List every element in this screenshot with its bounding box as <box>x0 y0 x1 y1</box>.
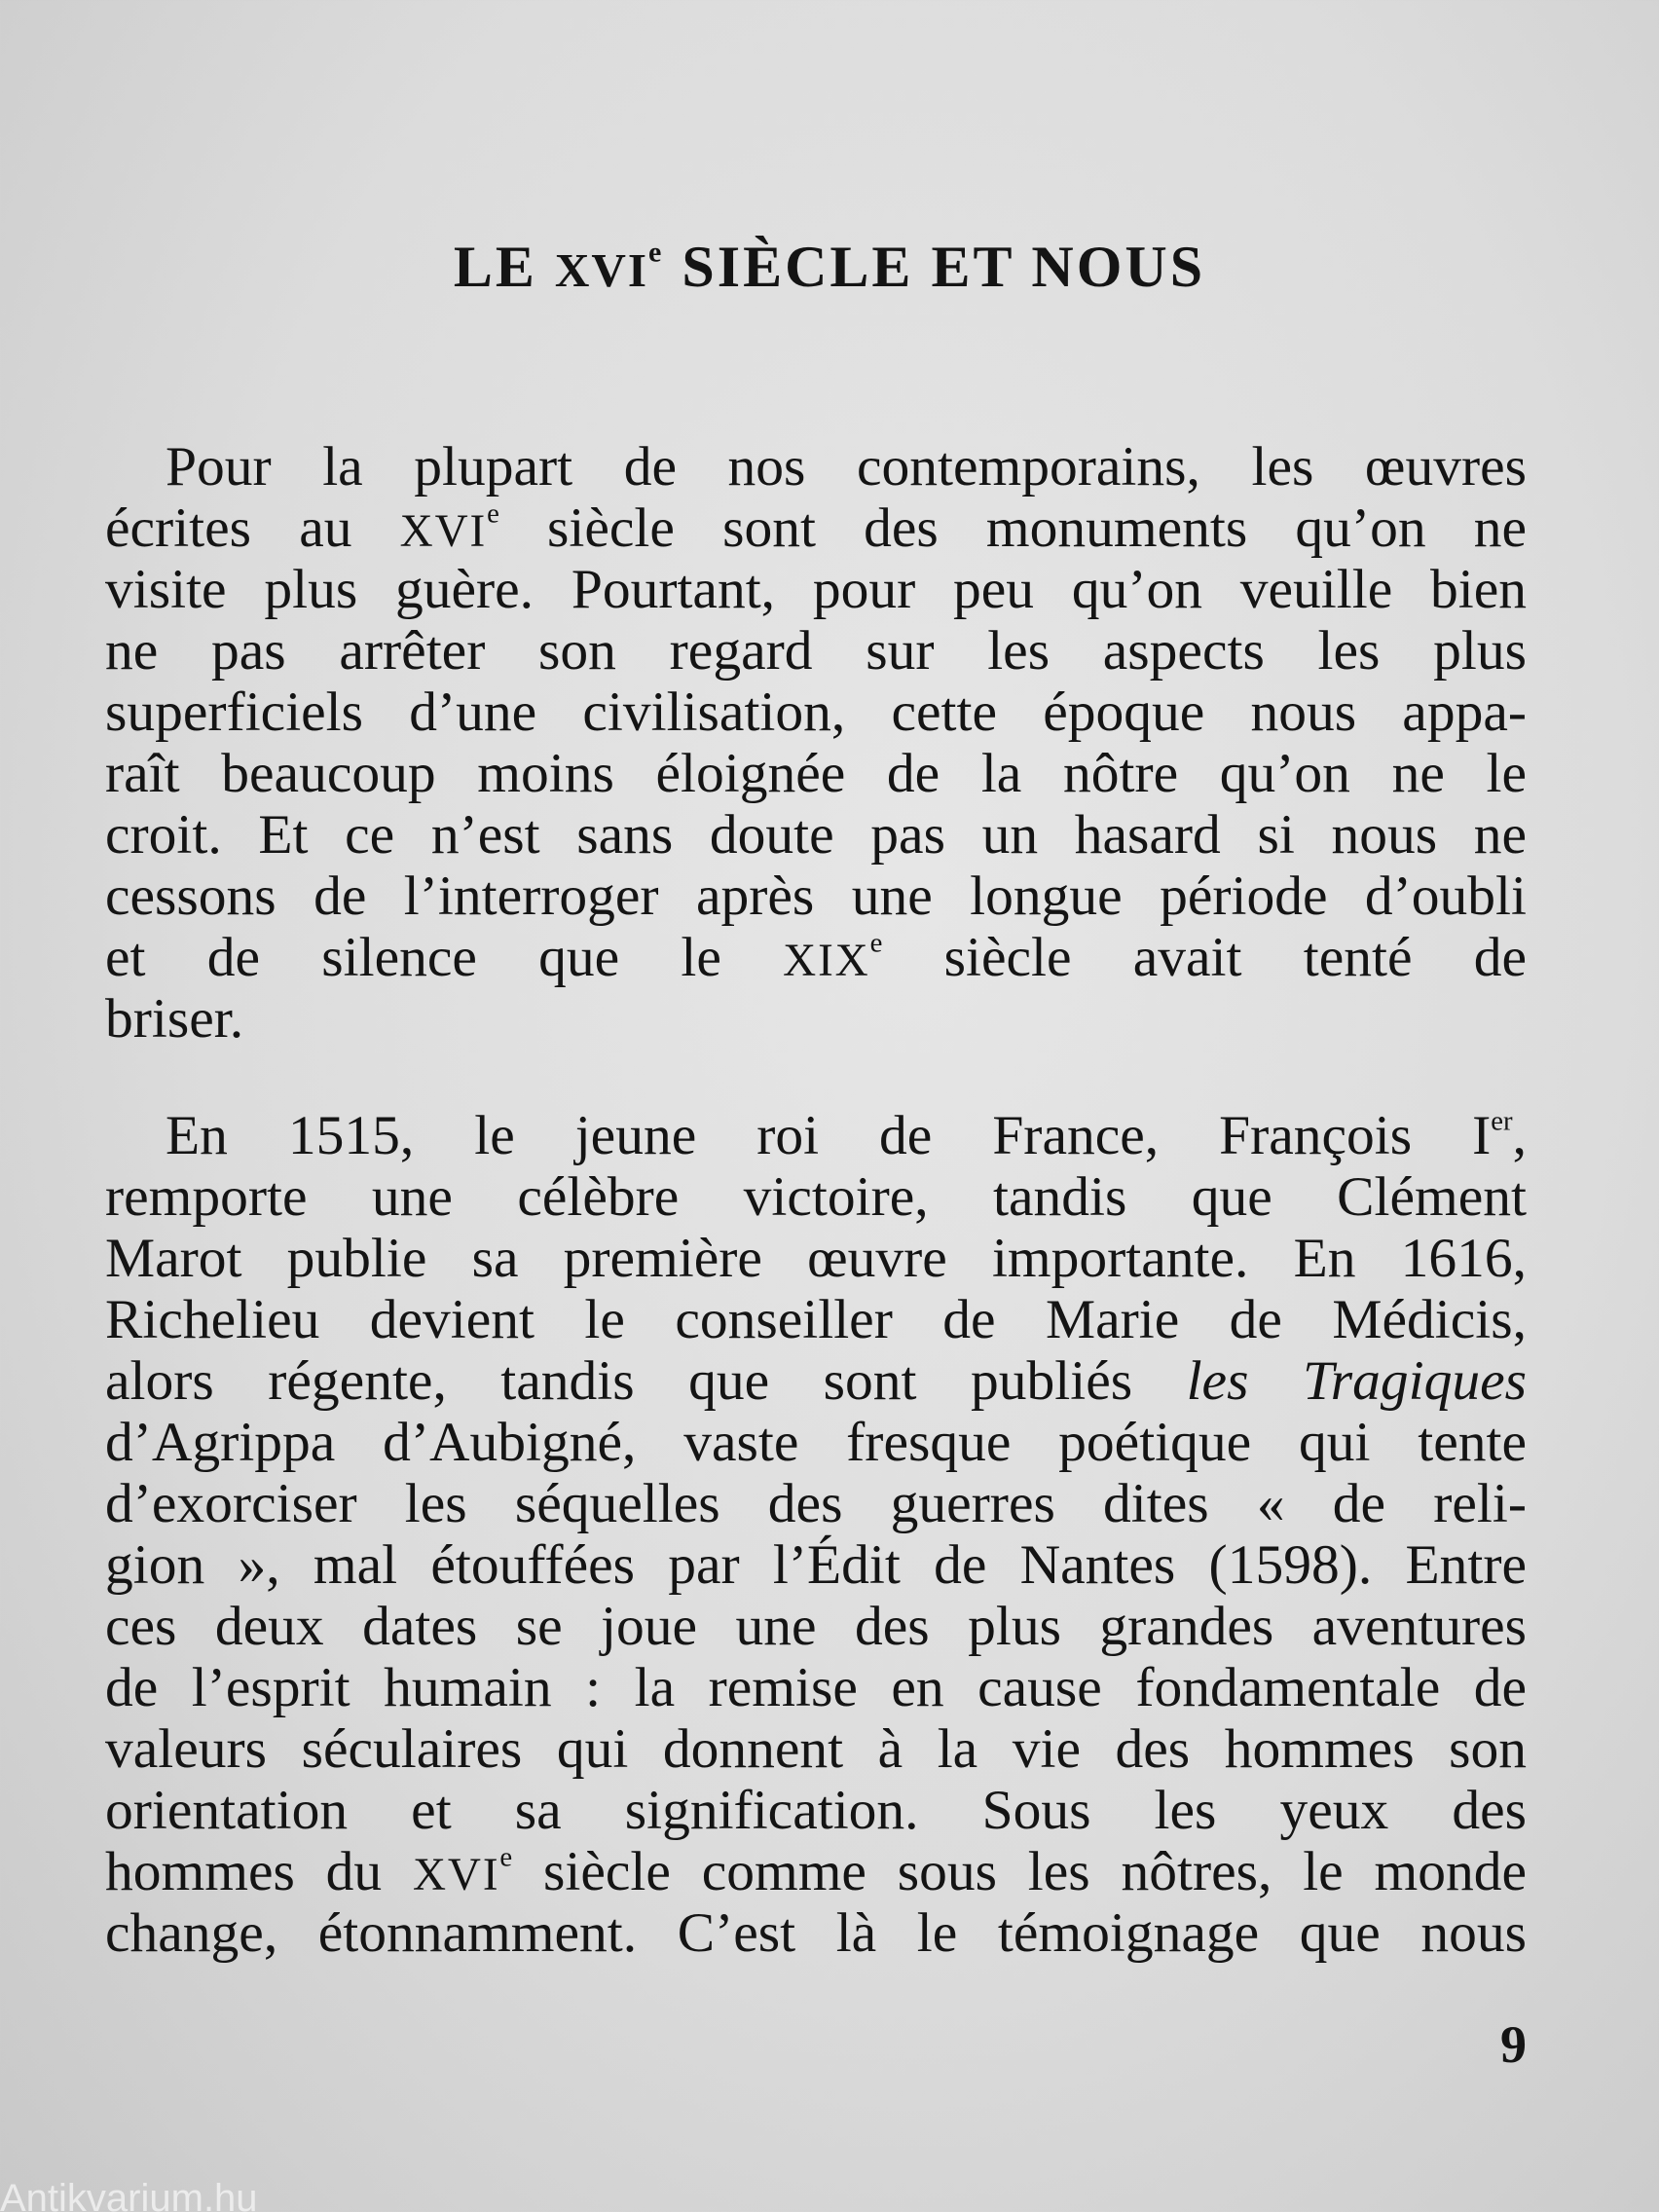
title-century: XVI <box>554 243 649 298</box>
text-line: hommes du XVIe siècle comme sous les nôtres, le monde <box>105 1841 1527 1902</box>
text-line: Richelieu devient le conseiller de Marie de Médicis, <box>105 1289 1527 1350</box>
paragraph-2 <box>105 1105 1527 1964</box>
text-line: écrites au XVIe siècle sont des monuments qu’on ne <box>105 498 1528 559</box>
text-line: remporte une célèbre victoire, tandis que Clément <box>105 1166 1527 1228</box>
text-line: raît beaucoup moins éloignée de la nôtre qu’on ne le <box>105 743 1527 804</box>
text-line: ces deux dates se joue une des plus grandes aventures <box>105 1596 1527 1657</box>
text-line: Marot publie sa première œuvre importante. En 1616, <box>105 1228 1527 1289</box>
text-line: superficiels d’une civilisation, cette époque nous appa- <box>105 682 1527 743</box>
text-line: valeurs séculaires qui donnent à la vie des hommes son <box>105 1718 1527 1780</box>
text-line: Pour la plupart de nos contemporains, les œuvres <box>166 436 1527 498</box>
book-title: les Tragiques <box>1186 1350 1527 1412</box>
text-line: de l’esprit humain : la remise en cause fondamentale de <box>105 1657 1527 1718</box>
page-number: 9 <box>1500 2015 1527 2074</box>
text-line: croit. Et ce n’est sans doute pas un hasard si nous ne <box>105 804 1527 866</box>
text-line: En 1515, le jeune roi de France, François Ier, <box>166 1105 1527 1166</box>
text-line: change, étonnamment. C’est là le témoignage que nous <box>105 1902 1527 1964</box>
text-line: et de silence que le XIXe siècle avait tenté de <box>105 927 1527 988</box>
text-line: cessons de l’interroger après une longue période d’oubli <box>105 866 1527 927</box>
text-line: d’exorciser les séquelles des guerres dites « de reli- <box>105 1473 1527 1534</box>
paragraph-1 <box>105 436 1527 1050</box>
text-line: gion », mal étouffées par l’Édit de Nantes (1598). Entre <box>105 1534 1527 1596</box>
text-line: orientation et sa signification. Sous les yeux des <box>105 1780 1527 1841</box>
title-text-post: SIÈCLE ET NOUS <box>664 235 1206 300</box>
text-line: d’Agrippa d’Aubigné, vaste fresque poétique qui tente <box>105 1412 1527 1473</box>
title-text-pre: LE <box>453 235 555 300</box>
title-superscript: e <box>648 236 665 269</box>
text-line: alors régente, tandis que sont publiés les Tragiques <box>105 1350 1527 1412</box>
text-line: ne pas arrêter son regard sur les aspects les plus <box>105 620 1527 682</box>
watermark: Antikvarium.hu <box>0 2177 258 2212</box>
page-title <box>0 232 1659 306</box>
text-line: briser. <box>105 988 244 1050</box>
text-line: visite plus guère. Pourtant, pour peu qu’on veuille bien <box>105 559 1527 620</box>
